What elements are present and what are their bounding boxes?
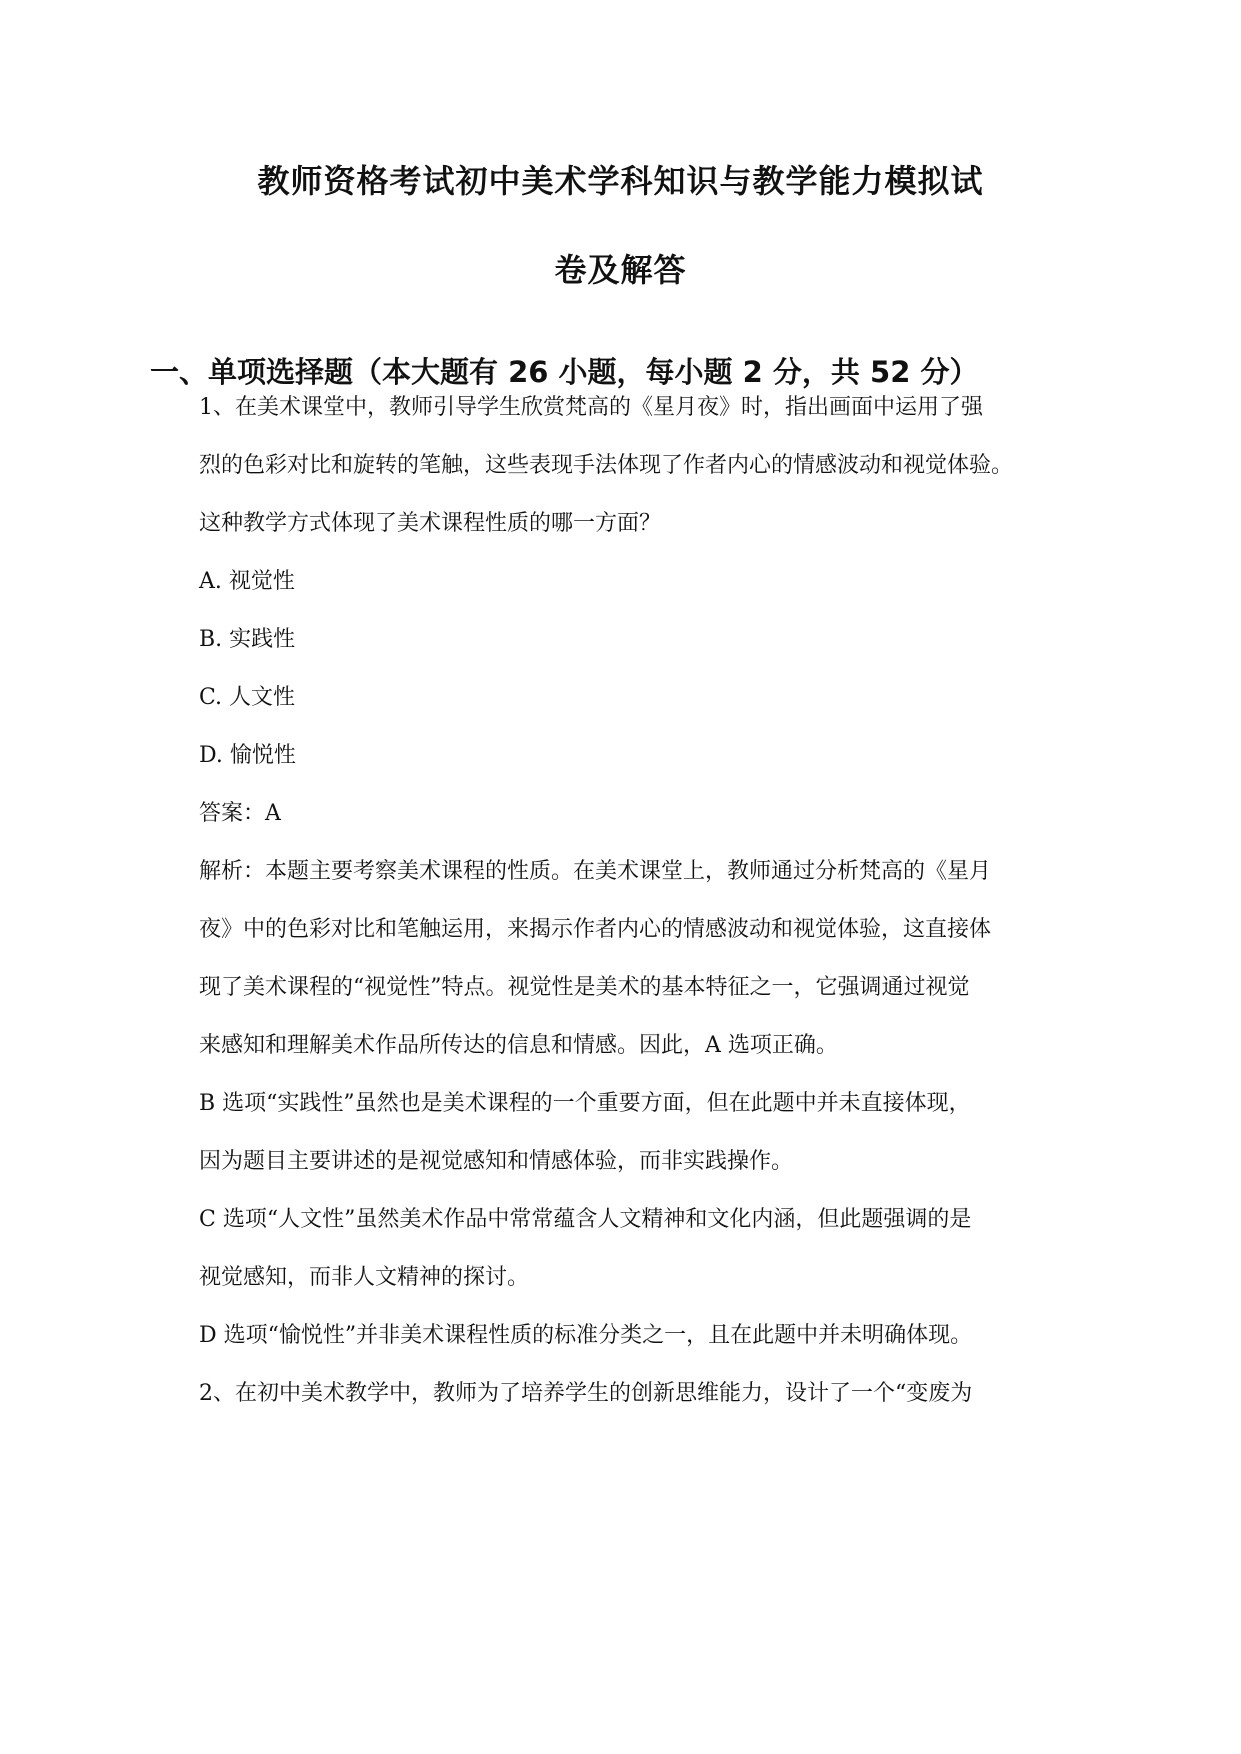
question-1-analysis-line-9: D 选项“愉悦性”并非美术课程性质的标准分类之一，且在此题中并未明确体现。: [199, 1323, 973, 1348]
question-1-option-d: D. 愉悦性: [199, 743, 296, 768]
question-1-analysis-line-2: 夜》中的色彩对比和笔触运用，来揭示作者内心的情感波动和视觉体验，这直接体: [199, 917, 992, 942]
question-1-analysis-line-5: B 选项“实践性”虽然也是美术课程的一个重要方面，但在此题中并未直接体现，: [199, 1091, 971, 1116]
document-title-line-2: 卷及解答: [554, 251, 687, 289]
question-1-answer: 答案：A: [199, 801, 281, 826]
section-heading: 一、单项选择题（本大题有 26 小题，每小题 2 分，共 52 分）: [150, 355, 979, 389]
question-1-stem-line-3: 这种教学方式体现了美术课程性质的哪一方面？: [199, 511, 662, 536]
question-1-analysis-line-8: 视觉感知，而非人文精神的探讨。: [199, 1265, 530, 1290]
question-1-analysis-line-3: 现了美术课程的“视觉性”特点。视觉性是美术的基本特征之一，它强调通过视觉: [199, 975, 970, 1000]
document-title-line-1: 教师资格考试初中美术学科知识与教学能力模拟试: [257, 162, 984, 200]
question-1-analysis-line-4: 来感知和理解美术作品所传达的信息和情感。因此，A 选项正确。: [199, 1033, 838, 1058]
question-2-stem-line-1: 2、在初中美术教学中，教师为了培养学生的创新思维能力，设计了一个“变废为: [199, 1381, 973, 1406]
question-1-stem-line-2: 烈的色彩对比和旋转的笔触，这些表现手法体现了作者内心的情感波动和视觉体验。: [199, 453, 1014, 478]
question-1-stem-line-1: 1、在美术课堂中，教师引导学生欣赏梵高的《星月夜》时，指出画面中运用了强: [199, 395, 983, 420]
question-1-option-b: B. 实践性: [199, 627, 296, 652]
question-1-option-c: C. 人文性: [199, 685, 296, 710]
question-1-option-a: A. 视觉性: [199, 569, 295, 594]
question-1-analysis-line-1: 解析：本题主要考察美术课程的性质。在美术课堂上，教师通过分析梵高的《星月: [199, 859, 992, 884]
question-1-analysis-line-6: 因为题目主要讲述的是视觉感知和情感体验，而非实践操作。: [199, 1149, 794, 1174]
question-1-analysis-line-7: C 选项“人文性”虽然美术作品中常常蕴含人文精神和文化内涵，但此题强调的是: [199, 1207, 972, 1232]
